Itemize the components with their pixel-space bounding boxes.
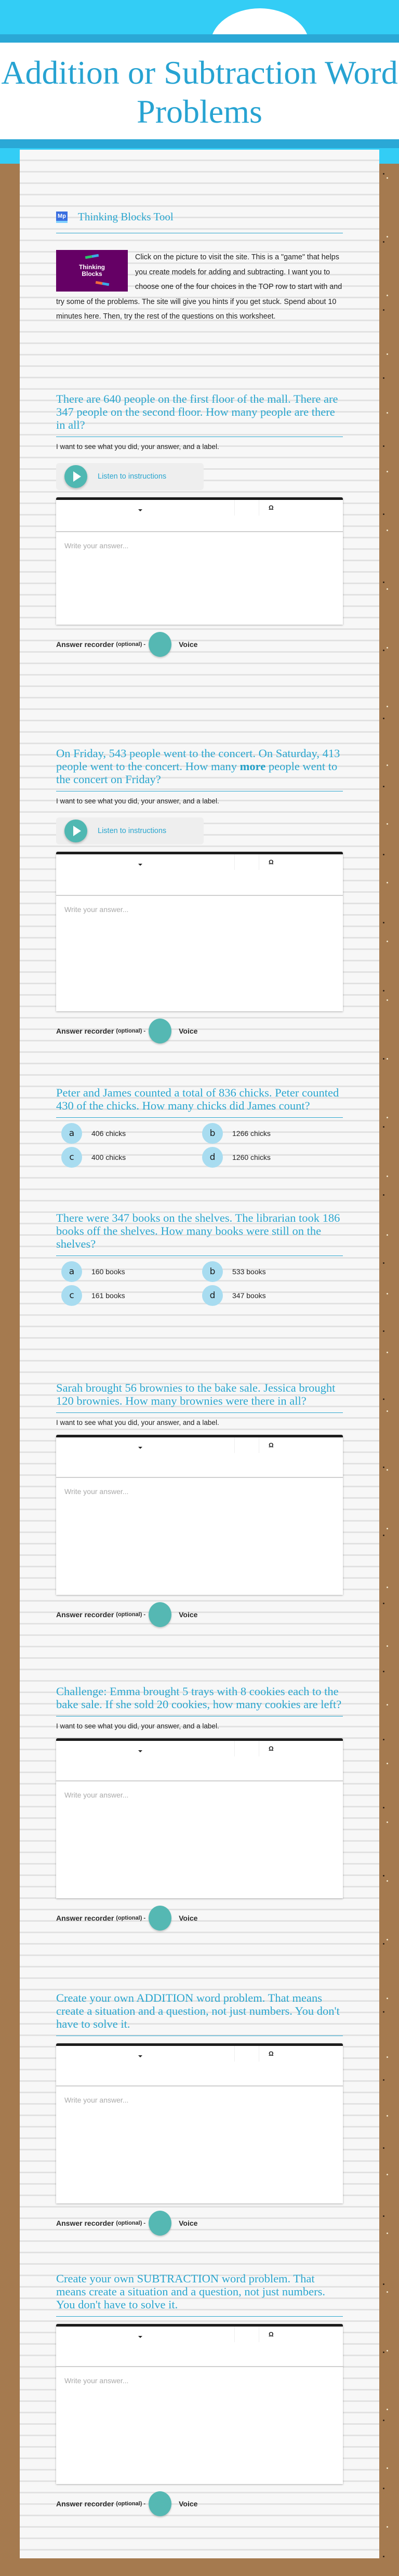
play-icon (64, 820, 87, 842)
divider (56, 2316, 343, 2317)
header-stripe (0, 34, 399, 43)
editor-toolbar (56, 1741, 343, 1781)
mathplayground-logo-icon: Mp (56, 212, 68, 223)
format-dropdown-caret-icon[interactable] (138, 864, 142, 866)
answer-editor (56, 1738, 343, 1898)
record-button[interactable] (149, 1602, 171, 1627)
tool-description: Click on the picture to visit the site. This is a "game" that helps you create models for adding and subtracting. I want you to choose one of the four choices in the TOP row to start with and try some of the problems. The site will give you hints if you get stuck. Spend about 10 minutes here. Then, try the rest of the questions on this worksheet. (56, 253, 342, 321)
instruction: I want to see what you did, your answer, and a label. (56, 1419, 219, 1426)
answer-recorder (56, 2491, 343, 2516)
format-dropdown-caret-icon[interactable] (138, 1447, 142, 1449)
answer-input[interactable]: Write your answer... (64, 541, 129, 550)
instruction: I want to see what you did, your answer, and a label. (56, 443, 219, 451)
thinking-blocks-image-link[interactable] (56, 250, 128, 292)
instruction: I want to see what you did, your answer, and a label. (56, 797, 219, 805)
question-text: Create your own SUBTRACTION word problem. That means create a situation and a question, not just numbers. You don't have to solve it. (56, 2272, 325, 2311)
instruction: I want to see what you did, your answer, and a label. (56, 1722, 219, 1730)
format-dropdown-caret-icon[interactable] (138, 509, 142, 511)
special-character-button[interactable]: Ω (269, 1442, 274, 1449)
answer-input[interactable]: Write your answer... (64, 1791, 129, 1799)
option-c[interactable]: c 400 chicks (61, 1147, 202, 1168)
record-button[interactable] (149, 1906, 171, 1931)
optional-label: (optional) - (116, 1915, 146, 1921)
image-text: Blocks (82, 270, 102, 278)
header-stripe (0, 139, 399, 148)
recorder-label: Answer recorder (56, 2219, 114, 2227)
optional-label: (optional) - (116, 2220, 146, 2226)
question-8 (56, 2272, 343, 2516)
answer-recorder (56, 1602, 343, 1627)
question-5 (56, 1381, 343, 1627)
record-button[interactable] (149, 2491, 171, 2516)
optional-label: (optional) - (116, 2501, 146, 2507)
voice-label: Voice (179, 2500, 198, 2508)
editor-toolbar (56, 2046, 343, 2086)
answer-input[interactable]: Write your answer... (64, 1487, 129, 1496)
special-character-button[interactable]: Ω (269, 504, 274, 511)
answer-input[interactable]: Write your answer... (64, 2096, 129, 2104)
section-heading: Thinking Blocks Tool (78, 210, 174, 223)
question-2 (56, 747, 343, 1043)
option-a[interactable]: a 160 books (61, 1261, 202, 1282)
listen-button[interactable] (56, 817, 204, 844)
listen-label: Listen to instructions (98, 827, 167, 835)
image-text: Thinking (79, 263, 105, 271)
thinking-blocks-section (56, 210, 343, 324)
recorder-label: Answer recorder (56, 1027, 114, 1035)
answer-input[interactable]: Write your answer... (64, 2376, 129, 2385)
answer-input[interactable]: Write your answer... (64, 905, 129, 914)
option-b[interactable]: b 533 books (202, 1261, 343, 1282)
optional-label: (optional) - (116, 641, 146, 648)
question-4 (56, 1211, 343, 1306)
special-character-button[interactable]: Ω (269, 1745, 274, 1752)
voice-label: Voice (179, 1027, 198, 1035)
record-button[interactable] (149, 2211, 171, 2236)
question-text: There are 640 people on the first floor of the mall. There are 347 people on the second floor. How many people are there in all? (56, 392, 338, 431)
question-3 (56, 1086, 343, 1168)
page-title: Addition or Subtraction Word Problems (1, 54, 398, 130)
answer-recorder (56, 1906, 343, 1931)
option-c[interactable]: c 161 books (61, 1285, 202, 1306)
editor-toolbar (56, 500, 343, 532)
answer-recorder (56, 2211, 343, 2236)
special-character-button[interactable]: Ω (269, 2050, 274, 2057)
question-text: Sarah brought 56 brownies to the bake sale. Jessica brought 120 brownies. How many brownies were there in all? (56, 1381, 336, 1407)
recorder-label: Answer recorder (56, 640, 114, 649)
voice-label: Voice (179, 2219, 198, 2227)
answer-editor (56, 2043, 343, 2203)
listen-button[interactable] (56, 463, 204, 490)
option-b[interactable]: b 1266 chicks (202, 1123, 343, 1144)
recorder-label: Answer recorder (56, 1914, 114, 1922)
answer-editor (56, 1435, 343, 1595)
editor-toolbar (56, 854, 343, 896)
answer-editor (56, 497, 343, 625)
option-d[interactable]: d 347 books (202, 1285, 343, 1306)
special-character-button[interactable]: Ω (269, 858, 274, 866)
answer-recorder (56, 632, 343, 657)
editor-toolbar (56, 1437, 343, 1478)
question-7 (56, 1991, 343, 2236)
record-button[interactable] (149, 1019, 171, 1043)
voice-label: Voice (179, 640, 198, 649)
play-icon (64, 465, 87, 488)
listen-label: Listen to instructions (98, 472, 167, 481)
question-text: On Friday, 543 people went to the concert. On Saturday, 413 people went to the concert. How many more people went to the concert on Friday? (56, 747, 340, 786)
optional-label: (optional) - (116, 1611, 146, 1618)
option-a[interactable]: a 406 chicks (61, 1123, 202, 1144)
question-text: Peter and James counted a total of 836 chicks. Peter counted 430 of the chicks. How many chicks did James count? (56, 1086, 339, 1112)
question-text: There were 347 books on the shelves. The librarian took 186 books off the shelves. How many books were still on the shelves? (56, 1211, 340, 1250)
format-dropdown-caret-icon[interactable] (138, 2336, 142, 2338)
answer-recorder (56, 1019, 343, 1043)
optional-label: (optional) - (116, 1028, 146, 1034)
format-dropdown-caret-icon[interactable] (138, 2055, 142, 2057)
question-text: Challenge: Emma brought 5 trays with 8 cookies each to the bake sale. If she sold 20 cookies, how many cookies are left? (56, 1685, 342, 1711)
editor-toolbar (56, 2327, 343, 2367)
answer-editor (56, 2324, 343, 2484)
answer-editor (56, 852, 343, 1011)
recorder-label: Answer recorder (56, 2500, 114, 2508)
voice-label: Voice (179, 1914, 198, 1922)
format-dropdown-caret-icon[interactable] (138, 1750, 142, 1752)
record-button[interactable] (149, 632, 171, 657)
title-band (0, 43, 399, 139)
divider (56, 1117, 343, 1118)
divider (56, 1412, 343, 1413)
voice-label: Voice (179, 1610, 198, 1619)
question-text: Create your own ADDITION word problem. That means create a situation and a question, not just numbers. You don't have to solve it. (56, 1991, 340, 2030)
question-6 (56, 1685, 343, 1931)
special-character-button[interactable]: Ω (269, 2331, 274, 2338)
recorder-label: Answer recorder (56, 1610, 114, 1619)
question-1 (56, 392, 343, 657)
option-d[interactable]: d 1260 chicks (202, 1147, 343, 1168)
